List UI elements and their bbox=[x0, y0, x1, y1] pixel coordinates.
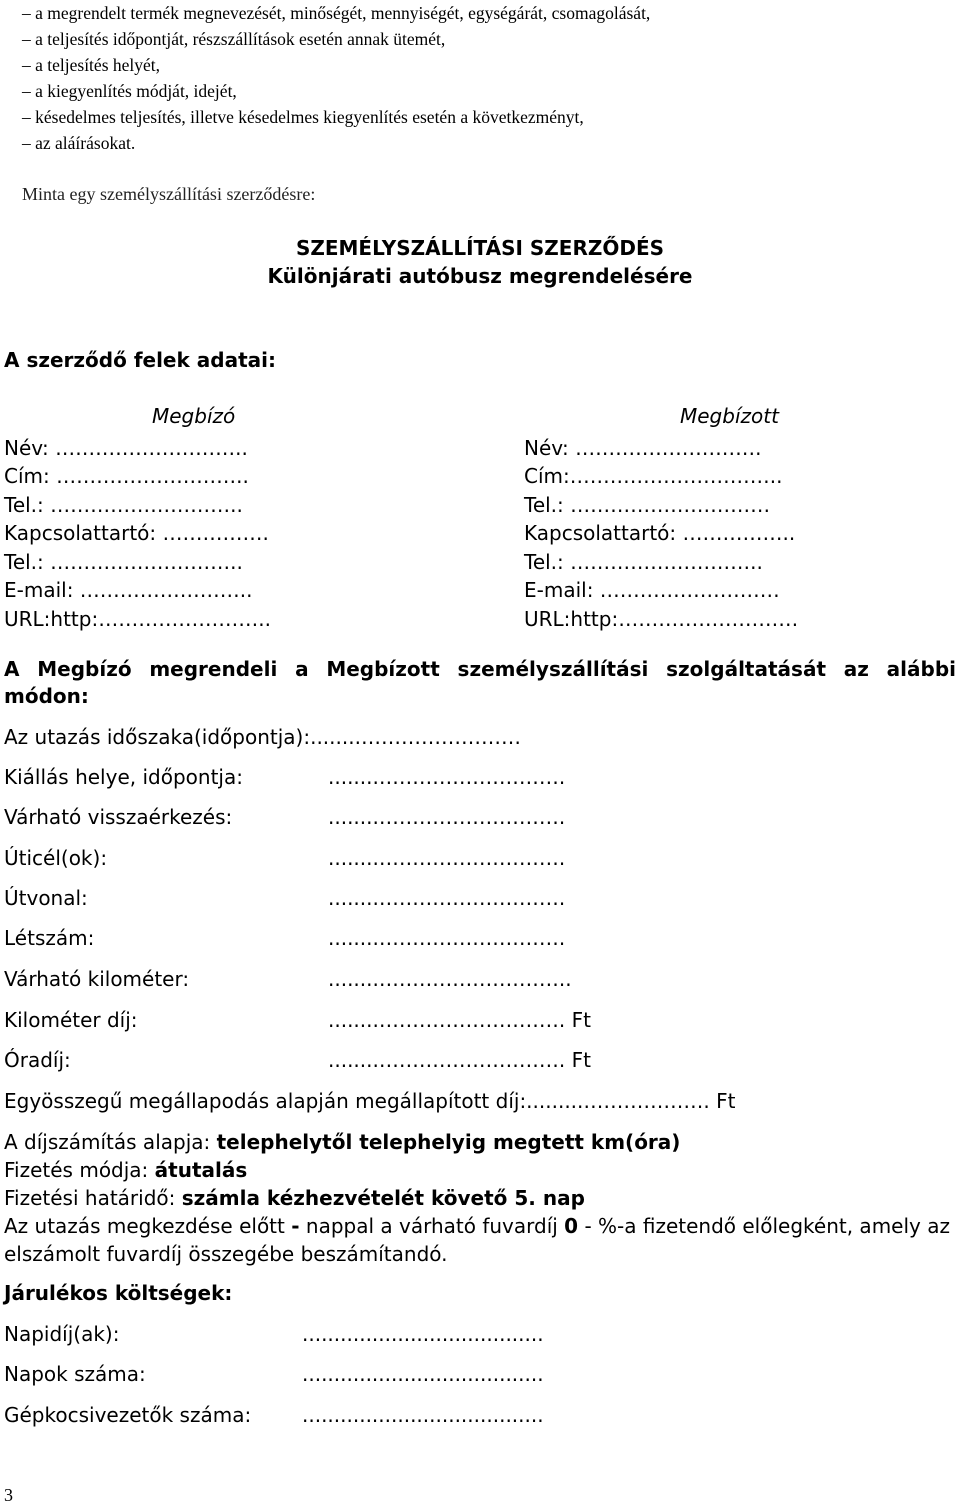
trip-row-value: ........………………………. Ft bbox=[328, 1008, 591, 1032]
payment-deadline-label: Fizetési határidő: bbox=[4, 1186, 182, 1210]
contractor-title: Megbízott bbox=[680, 404, 779, 428]
payment-basis-label: A díjszámítás alapja: bbox=[4, 1130, 217, 1154]
contractor-column bbox=[524, 402, 798, 633]
list-item: – a megrendelt termék megnevezését, minőségét, mennyiségét, egységárát, csomagolását, bbox=[22, 3, 651, 23]
trip-row-value: ........………………………. bbox=[328, 846, 566, 870]
extra-costs-heading: Járulékos költségek: bbox=[4, 1281, 233, 1305]
trip-row-label: Kilométer díj: bbox=[4, 1008, 138, 1032]
client-contact-phone-field: Tel.: ……………………….. bbox=[4, 549, 243, 574]
trip-row-label: Létszám: bbox=[4, 926, 95, 950]
extra-row-label: Napidíj(ak): bbox=[4, 1322, 120, 1346]
trip-row-label: Útvonal: bbox=[4, 886, 88, 910]
advance-part3: - %-a fizetendő előlegként, amely az elszámolt fuvardíj összegébe beszámítandó. bbox=[4, 1214, 950, 1266]
page-number: 3 bbox=[4, 1485, 13, 1505]
trip-row-value: ........………………………. bbox=[328, 926, 566, 950]
contractor-contact-field: Kapcsolattartó: …………….. bbox=[524, 521, 796, 545]
payment-deadline bbox=[4, 1184, 585, 1212]
payment-method-label: Fizetés módja: bbox=[4, 1158, 155, 1182]
contractor-email-field: E-mail: ……………………… bbox=[524, 578, 780, 602]
client-name-field: Név: ……………………….. bbox=[4, 435, 248, 460]
client-contact-field: Kapcsolattartó: ……………. bbox=[4, 521, 269, 545]
trip-row-label: Úticél(ok): bbox=[4, 846, 108, 870]
client-url-field: URL:http:…………………….. bbox=[4, 606, 271, 631]
contractor-address-field: Cím:………………………….. bbox=[524, 464, 783, 488]
list-item: – a teljesítés időpontját, részszállítások esetén annak ütemét, bbox=[22, 29, 446, 49]
order-statement: A Megbízó megrendeli a Megbízott személyszállítási szolgáltatását az alábbi módon: bbox=[4, 657, 956, 708]
advance-percent: 0 bbox=[564, 1214, 579, 1238]
advance-part1: Az utazás megkezdése előtt bbox=[4, 1214, 292, 1238]
list-item: – a kiegyenlítés módját, idejét, bbox=[22, 81, 237, 101]
client-column bbox=[4, 402, 271, 633]
payment-basis-value: telephelytől telephelyig megtett km(óra) bbox=[216, 1130, 681, 1154]
extra-row-value: ...................................... bbox=[302, 1403, 544, 1427]
trip-row-value: ........……………………….. bbox=[328, 967, 572, 991]
travel-period-field: Az utazás időszaka(időpontja):........…………………… bbox=[4, 725, 521, 749]
payment-method bbox=[4, 1156, 247, 1184]
client-title: Megbízó bbox=[152, 404, 236, 428]
advance-payment-text bbox=[4, 1212, 956, 1268]
trip-row-value: ........………………………. bbox=[328, 765, 566, 789]
contractor-contact-phone-field: Tel.: ……………………….. bbox=[524, 549, 763, 574]
trip-row-label: Óradíj: bbox=[4, 1048, 71, 1072]
advance-days: - bbox=[291, 1214, 300, 1238]
contractor-name-field: Név: ………………………. bbox=[524, 435, 762, 460]
list-item: – a teljesítés helyét, bbox=[22, 55, 161, 75]
trip-row-label: Várható kilométer: bbox=[4, 967, 190, 991]
document-title: SZEMÉLYSZÁLLÍTÁSI SZERZŐDÉS bbox=[295, 236, 665, 260]
trip-row-label: Kiállás helye, időpontja: bbox=[4, 765, 243, 789]
extra-row-label: Napok száma: bbox=[4, 1362, 146, 1386]
payment-deadline-value: számla kézhezvételét követő 5. nap bbox=[181, 1186, 585, 1210]
advance-part2: nappal a várható fuvardíj bbox=[299, 1214, 565, 1238]
list-item: – késedelmes teljesítés, illetve késedelmes kiegyenlítés esetén a következményt, bbox=[22, 107, 584, 127]
document-subtitle: Különjárati autóbusz megrendelésére bbox=[267, 264, 693, 288]
trip-row-label: Várható visszaérkezés: bbox=[4, 805, 233, 829]
client-email-field: E-mail: …………………….. bbox=[4, 578, 253, 602]
trip-row-value: ........………………………. Ft bbox=[328, 1048, 591, 1072]
client-phone-field: Tel.: ……………………….. bbox=[4, 492, 243, 517]
client-address-field: Cím: ……………………….. bbox=[4, 464, 249, 488]
payment-basis bbox=[4, 1128, 680, 1156]
trip-row-value: ........………………………. bbox=[328, 805, 566, 829]
contractor-phone-field: Tel.: ………………………… bbox=[524, 492, 771, 517]
parties-heading: A szerződő felek adatai: bbox=[4, 348, 276, 372]
trip-row-value: ........………………………. bbox=[328, 886, 566, 910]
payment-method-value: átutalás bbox=[154, 1158, 248, 1182]
list-item: – az aláírásokat. bbox=[22, 133, 136, 153]
lump-sum-field: Egyösszegű megállapodás alapján megállapított díj:.........………………. Ft bbox=[4, 1089, 736, 1113]
extra-row-value: ...................................... bbox=[302, 1362, 544, 1386]
contractor-url-field: URL:http:……………………… bbox=[524, 606, 799, 631]
extra-row-label: Gépkocsivezetők száma: bbox=[4, 1403, 252, 1427]
intro-text: Minta egy személyszállítási szerződésre: bbox=[22, 184, 316, 204]
extra-row-value: ...................................... bbox=[302, 1322, 544, 1346]
